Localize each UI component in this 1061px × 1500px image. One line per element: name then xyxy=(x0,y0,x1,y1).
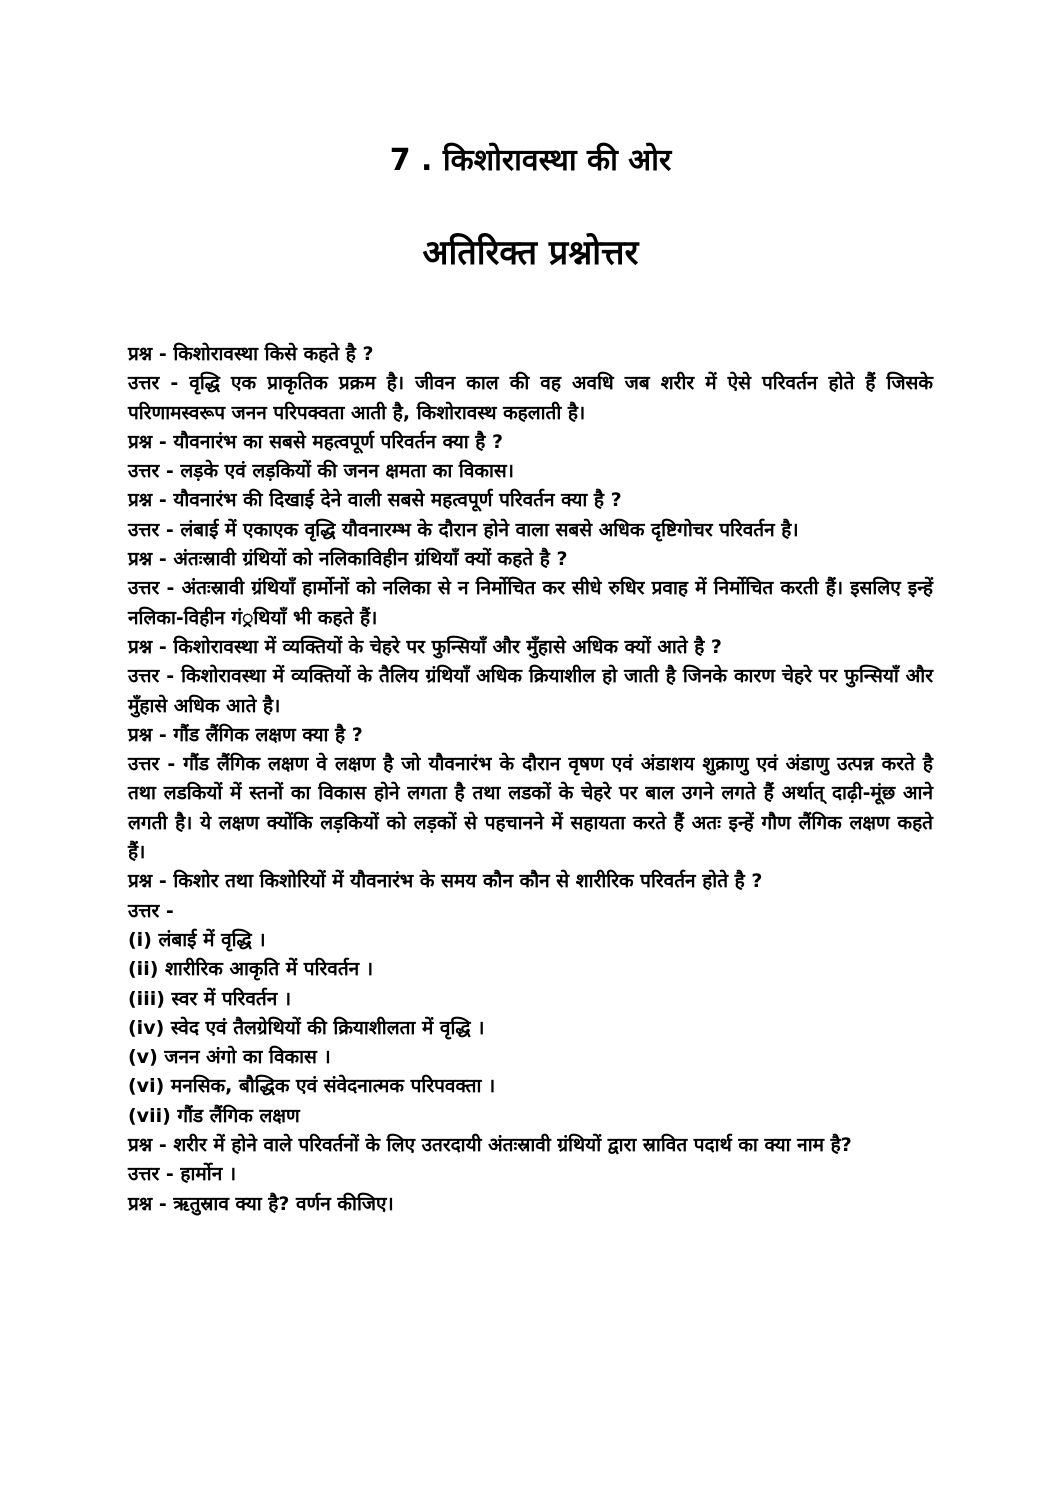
answer: उत्तर - लड़के एवं लड़कियों की जनन क्षमता का विकास। xyxy=(128,460,514,483)
answer-list-item: (iv) स्वेद एवं तैलग्रेथियों की क्रियाशीलता में वृद्धि । xyxy=(128,1016,485,1039)
answer-list-item: (iii) स्वर में परिवर्तन । xyxy=(128,987,292,1010)
question: प्रश्न - ऋतुस्राव क्या है? वर्णन कीजिए। xyxy=(128,1192,394,1215)
answer: उत्तर - लंबाई में एकाएक वृद्धि यौवनारम्भ के दौरान होने वाला सबसे अधिक दृष्टिगोचर परिवर्तन है। xyxy=(128,518,799,541)
question: प्रश्न - यौवनारंभ की दिखाई देने वाली सबसे महत्वपूर्ण परिवर्तन क्या है ? xyxy=(128,489,622,512)
question: प्रश्न - शरीर में होने वाले परिवर्तनों के लिए उतरदायी अंतःस्रावी ग्रंथियों द्वारा स्रावित पदार्थ का क्या नाम है? xyxy=(128,1134,852,1157)
answer: उत्तर - xyxy=(128,899,174,922)
question: प्रश्न - किशोर तथा किशोरियों में यौवनारंभ के समय कौन कौन से शारीरिक परिवर्तन होते है ? xyxy=(128,870,763,893)
question: प्रश्न - किशोरावस्था किसे कहते है ? xyxy=(128,343,374,365)
answer-list-item: (vi) मनसिक, बौद्धिक एवं संवेदनात्मक परिपवक्ता । xyxy=(128,1075,496,1098)
question: प्रश्न - गौंड लैंगिक लक्षण क्या है ? xyxy=(128,723,363,746)
answer-list-item: (vii) गौंड लैंगिक लक्षण xyxy=(128,1104,300,1127)
answer-list-item: (ii) शारीरिक आकृति में परिवर्तन । xyxy=(128,958,374,981)
question: प्रश्न - अंतःस्रावी ग्रंथियों को नलिकाविहीन ग्रंथियाँ क्यों कहते है ? xyxy=(128,548,568,571)
answer-list-item: (i) लंबाई में वृद्धि । xyxy=(128,928,266,951)
question: प्रश्न - किशोरावस्था में व्यक्तियों के चेहरे पर फुन्सियाँ और मुँहासे अधिक क्यों आते है ? xyxy=(128,635,722,658)
answer: उत्तर - हार्मोन । xyxy=(128,1163,237,1186)
answer-list-item: (v) जनन अंगो का विकास । xyxy=(128,1046,331,1069)
answer: उत्तर - अंतःस्रावी ग्रंथियाँ हार्मोनों को नलिका से न निर्मोचित कर सीधे रुधिर प्रवाह में निर्मोचित करती हैं। इसलिए इन्हें नलिका-विहीन गं्रथियाँ भी कहते हैं। xyxy=(128,577,933,629)
qa-content xyxy=(128,340,933,1219)
question: प्रश्न - यौवनारंभ का सबसे महत्वपूर्ण परिवर्तन क्या है ? xyxy=(128,430,504,453)
section-subtitle: अतिरिक्त प्रश्नोत्तर xyxy=(422,233,639,273)
answer: उत्तर - किशोरावस्था में व्यक्तियों के तैलिय ग्रंथियाँ अधिक क्रियाशील हो जाती है जिनके कारण चेहरे पर फुन्सियाँ और मुँहासे अधिक आते है। xyxy=(128,665,933,717)
answer: उत्तर - गौंड लैंगिक लक्षण वे लक्षण है जो यौवनारंभ के दौरान वृषण एवं अंडाशय शुक्राणु एवं अंडाणु उत्पन्न करते है तथा लडकियों में स्तनों का विकास होने लगता है तथा लडकों के चेहरे पर बाल उगने लगते हैं अर्थात् दाढ़ी-मूंछ आने लगती है। ये लक्षण क्योंकि लड़कियों को लड़कों से पहचानने में सहायता करते हैं अतः इन्हें गौण लैंगिक लक्षण कहते हैं। xyxy=(128,753,933,864)
chapter-title: 7 . किशोरावस्था की ओर xyxy=(389,143,672,178)
answer: उत्तर - वृद्धि एक प्राकृतिक प्रक्रम है। जीवन काल की वह अवधि जब शरीर में ऐसे परिवर्तन होते हैं जिसके परिणामस्वरूप जनन परिपक्वता आती है, किशोरावस्थ कहलाती है। xyxy=(128,372,933,424)
